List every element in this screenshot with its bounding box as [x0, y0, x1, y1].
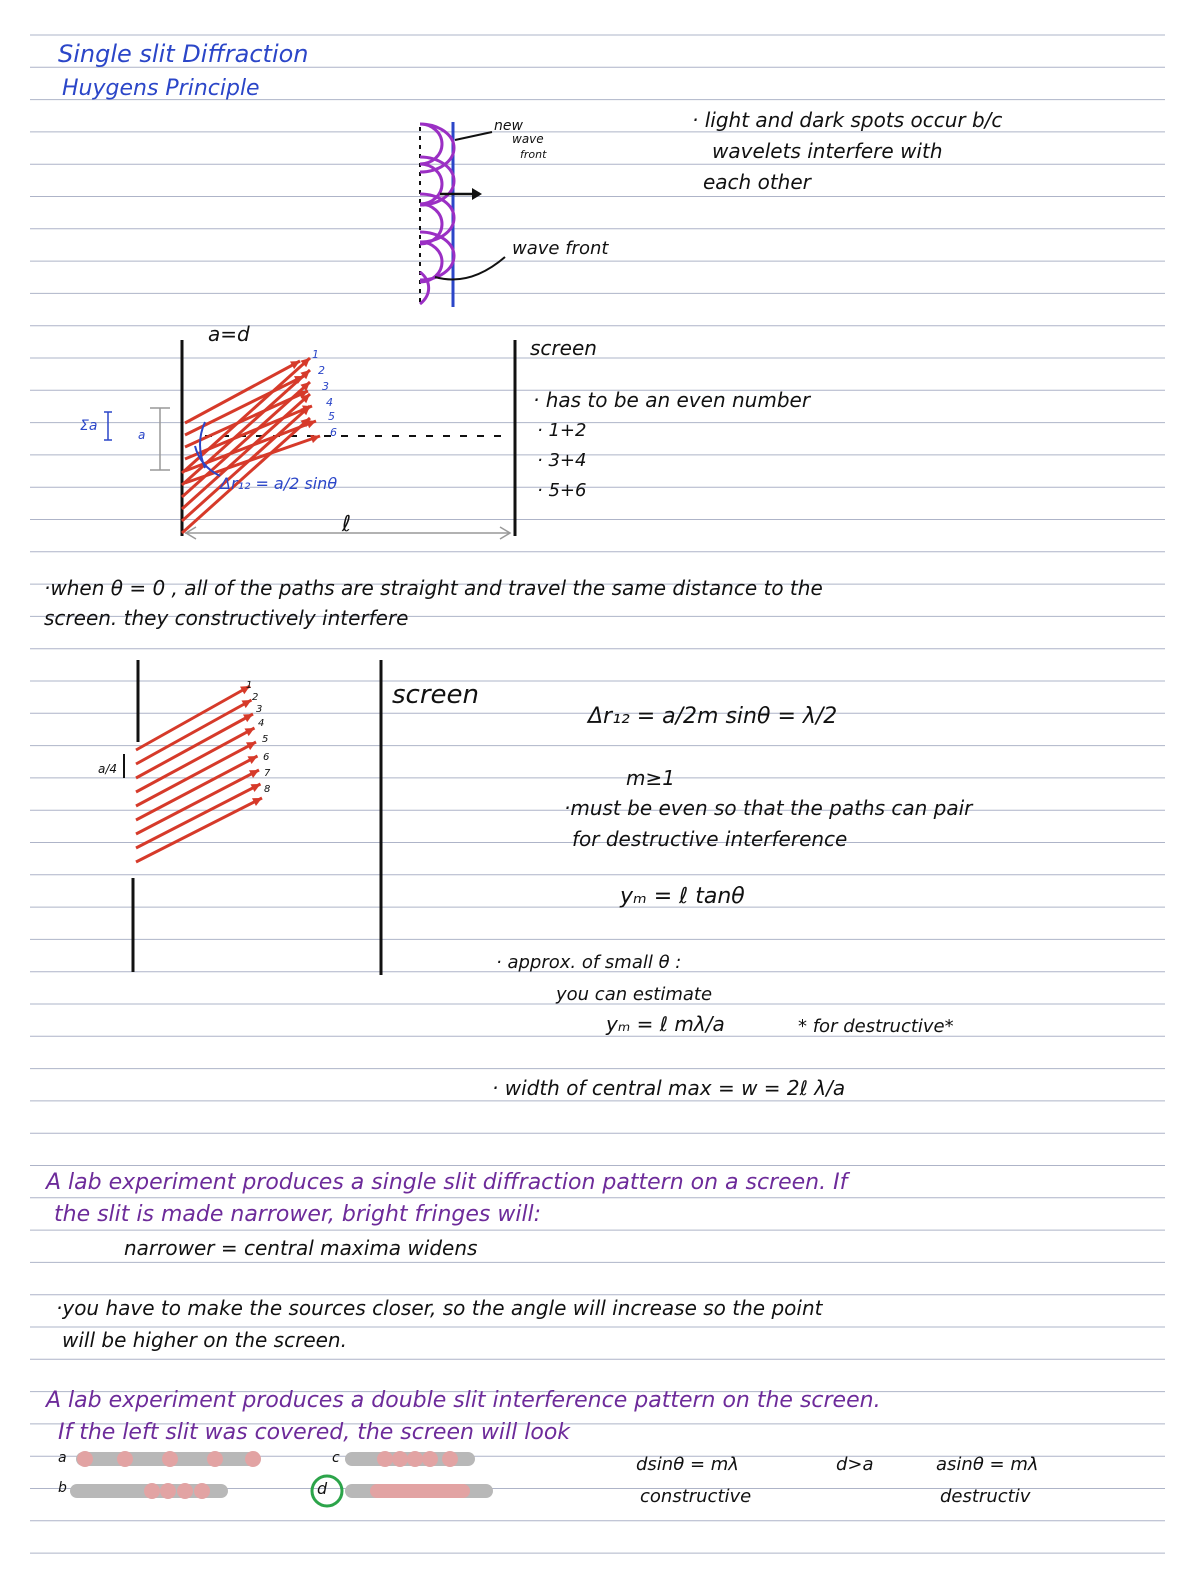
constructive-label: constructive	[640, 1486, 752, 1507]
slit-a-label: a	[138, 428, 146, 442]
d-greater-a: d>a	[836, 1454, 874, 1475]
ray-arrow	[136, 784, 261, 848]
path-number-4: 4	[326, 396, 333, 409]
option-patterns	[40, 1446, 560, 1516]
even-note-2: for destructive interference	[572, 827, 848, 851]
screen-label-2: screen	[392, 680, 480, 710]
option-b-label[interactable]: b	[58, 1480, 67, 1496]
page-subtitle: Huygens Principle	[62, 76, 260, 101]
ym-equation: yₘ = ℓ tanθ	[620, 884, 745, 909]
destructive-equation: asinθ = mλ	[936, 1454, 1039, 1475]
path2-number-2: 2	[252, 692, 259, 703]
path2-number-5: 5	[262, 734, 269, 745]
delta-r-equation: Δr₁₂ = a/2m sinθ = λ/2	[588, 704, 838, 729]
pair-bullet-3: · 5+6	[537, 480, 587, 501]
width-note: · width of central max = w = 2ℓ λ/a	[492, 1076, 846, 1100]
pair-bullet-2: · 3+4	[537, 450, 587, 471]
page-title: Single slit Diffraction	[58, 40, 309, 68]
selected-answer-circle	[312, 1476, 342, 1506]
path2-number-1: 1	[246, 680, 253, 691]
slit-sum-a-label: Σa	[80, 418, 98, 434]
slit-width-label: a=d	[208, 322, 250, 346]
path2-number-6: 6	[263, 752, 270, 763]
option-d-label[interactable]: d	[317, 1479, 328, 1498]
option-a-pattern	[76, 1451, 261, 1467]
approx-note-2: you can estimate	[556, 984, 713, 1005]
even-number-bullet: · has to be an even number	[533, 388, 811, 412]
destructive-note: * for destructive*	[798, 1016, 954, 1037]
question-2-line-1: A lab experiment produces a double slit interference pattern on the screen.	[46, 1388, 881, 1413]
huygens-note-line-3: each other	[703, 170, 811, 194]
quarter-slit-label: a/4	[98, 762, 118, 776]
path-number-6: 6	[330, 426, 337, 439]
new-wave-front-label-3: front	[520, 148, 547, 161]
ray-arrow	[185, 361, 300, 423]
ray-arrow	[136, 770, 259, 834]
constructive-equation: dsinθ = mλ	[636, 1454, 739, 1475]
ray-arrow	[136, 798, 262, 862]
approx-note-1: · approx. of small θ :	[496, 952, 682, 973]
distance-l-label: ℓ	[342, 512, 352, 537]
question-1-line-2: the slit is made narrower, bright fringes will:	[54, 1202, 542, 1227]
option-c-pattern	[345, 1451, 475, 1467]
option-b-pattern	[70, 1483, 228, 1499]
path2-number-7: 7	[264, 768, 271, 779]
option-d-pattern	[345, 1484, 493, 1498]
new-wave-front-label-2: wave	[512, 132, 544, 146]
question-1-explanation-2: will be higher on the screen.	[62, 1328, 347, 1352]
question-2-line-2: If the left slit was covered, the screen will look	[58, 1420, 571, 1445]
path2-number-8: 8	[264, 784, 271, 795]
delta-r-label: Δr₁₂ = a/2 sinθ	[220, 474, 338, 493]
huygens-note-line-1: · light and dark spots occur b/c	[692, 108, 1003, 132]
slit-diagram-2	[0, 650, 420, 980]
destructive-label: destructiv	[940, 1486, 1031, 1507]
theta-zero-note-2: screen. they constructively interfere	[44, 606, 409, 630]
path-number-5: 5	[328, 410, 335, 423]
path-number-1: 1	[312, 348, 319, 361]
option-a-label[interactable]: a	[58, 1450, 67, 1466]
wave-front-label: wave front	[512, 238, 609, 259]
theta-zero-note-1: ·when θ = 0 , all of the paths are straight and travel the same distance to the	[44, 576, 823, 600]
path-number-3: 3	[322, 380, 329, 393]
ym-approx: yₘ = ℓ mλ/a	[606, 1012, 725, 1036]
path2-number-3: 3	[256, 704, 263, 715]
new-wave-front-label-1: new	[494, 118, 523, 134]
path-number-2: 2	[318, 364, 325, 377]
question-1-explanation-1: ·you have to make the sources closer, so the angle will increase so the point	[56, 1296, 823, 1320]
question-1-answer: narrower = central maxima widens	[124, 1236, 478, 1260]
even-note-1: ·must be even so that the paths can pair	[564, 796, 973, 820]
question-1-line-1: A lab experiment produces a single slit diffraction pattern on a screen. If	[46, 1170, 848, 1195]
huygens-note-line-2: wavelets interfere with	[712, 139, 943, 163]
option-c-label[interactable]: c	[332, 1450, 340, 1466]
pair-bullet-1: · 1+2	[537, 420, 587, 441]
screen-label-1: screen	[530, 336, 597, 360]
m-condition: m≥1	[626, 766, 675, 790]
path2-number-4: 4	[258, 718, 265, 729]
